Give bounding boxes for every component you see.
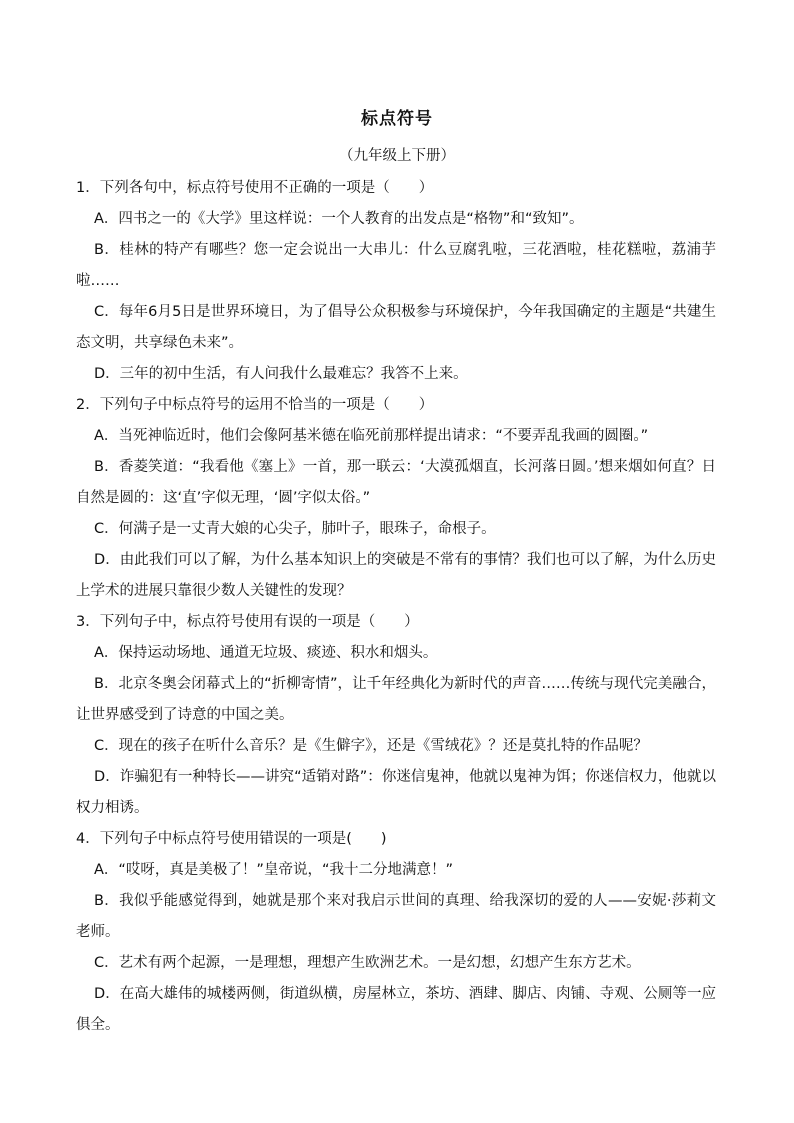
question-stem: 3．下列句子中，标点符号使用有误的一项是（ ） (76, 614, 419, 630)
option-a: A．“哎呀，真是美极了！”皇帝说，“我十二分地满意！” (94, 862, 453, 878)
question-3 (76, 607, 716, 824)
option-d: D．在高大雄伟的城楼两侧，街道纵横，房屋林立，茶坊、酒肆、脚店、肉铺、寺观、公厕等一应俱全。 (76, 986, 716, 1033)
question-2 (76, 390, 716, 607)
option-d: D．诈骗犯有一种特长——讲究“适销对路”：你迷信鬼神，他就以鬼神为饵；你迷信权力，他就以权力相诱。 (76, 769, 716, 816)
option-a: A．四书之一的《大学》里这样说：一个人教育的出发点是“格物”和“致知”。 (94, 211, 584, 227)
question-stem: 1．下列各句中，标点符号使用不正确的一项是（ ） (76, 180, 434, 196)
question-stem: 2．下列句子中标点符号的运用不恰当的一项是（ ） (76, 397, 434, 413)
questions-list (76, 173, 716, 1041)
option-d: D．三年的初中生活，有人问我什么最难忘？我答不上来。 (94, 366, 468, 382)
question-1 (76, 173, 716, 390)
option-c: C．何满子是一丈青大娘的心尖子，肺叶子，眼珠子，命根子。 (94, 521, 496, 537)
page-title: 标点符号 (361, 109, 433, 129)
question-4 (76, 824, 716, 1041)
option-b: B．桂林的特产有哪些？您一定会说出一大串儿：什么豆腐乳啦，三花酒啦，桂花糕啦，荔浦芋啦…… (76, 242, 716, 289)
option-c: C．艺术有两个起源，一是理想，理想产生欧洲艺术。一是幻想，幻想产生东方艺术。 (94, 955, 641, 971)
option-c: C．现在的孩子在听什么音乐？是《生僻字》，还是《雪绒花》？还是莫扎特的作品呢？ (94, 738, 648, 754)
option-c: C．每年6月5日是世界环境日，为了倡导公众积极参与环境保护，今年我国确定的主题是“共建生态文明，共享绿色未来”。 (76, 304, 716, 351)
question-stem: 4．下列句子中标点符号使用错误的一项是( ) (76, 831, 387, 847)
option-a: A．当死神临近时，他们会像阿基米德在临死前那样提出请求：“不要弄乱我画的圆圈。” (94, 428, 649, 444)
option-b: B．我似乎能感觉得到，她就是那个来对我启示世间的真理、给我深切的爱的人——安妮·莎莉文老师。 (76, 893, 716, 940)
page-subtitle: （九年级上下册） (339, 148, 455, 164)
option-b: B．香菱笑道：“我看他《塞上》一首，那一联云：‘大漠孤烟直，长河落日圆。’想来烟如何直？日自然是圆的：这‘直’字似无理，‘圆’字似太俗。” (76, 459, 716, 506)
option-b: B．北京冬奥会闭幕式上的“折柳寄情”，让千年经典化为新时代的声音……传统与现代完美融合，让世界感受到了诗意的中国之美。 (76, 676, 716, 723)
option-a: A．保持运动场地、通道无垃圾、痰迹、积水和烟头。 (94, 645, 438, 661)
option-d: D．由此我们可以了解，为什么基本知识上的突破是不常有的事情？我们也可以了解，为什么历史上学术的进展只靠很少数人关键性的发现？ (76, 552, 716, 599)
